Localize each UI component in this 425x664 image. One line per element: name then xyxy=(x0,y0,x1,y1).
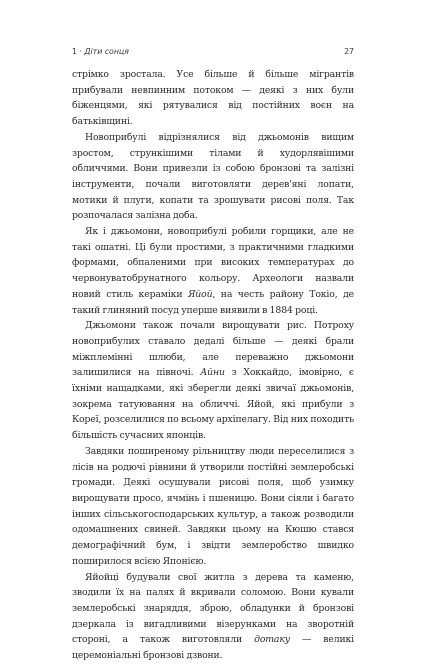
paragraph-6 xyxy=(72,570,354,664)
paragraph-5 xyxy=(72,444,354,570)
chapter-separator: · xyxy=(79,47,82,56)
text-run: Як і джьомони, новоприбулі робили горщики, але не такі ошатні. Ці були простими, з практичними гладкими формами, обпаленими при високих температурах до червонуватобрунатного кольору. Археологи назвали новий стиль кераміки xyxy=(72,226,354,300)
text-run: Джьомони також почали вирощувати рис. Потроху новоприбулих ставало дедалі більше — деякі брали міжплемінні шлюби, але переважно джьомони залишилися на півночі. xyxy=(72,320,354,379)
text-run: Новоприбулі відрізнялися від джьомонів вищим зростом, стрункішими тілами й худорлявішими обличчями. Вони привезли із собою бронзові та залізні інструменти, почали виготовляти дерев'яні лопати, мотики й плуги, копати та зрошувати рисові поля. Так розпочалася залізна доба. xyxy=(72,131,354,222)
paragraph-4 xyxy=(72,318,354,444)
text-run: стрімко зростала. Усе більше й більше мігрантів прибували невпинним потоком — деякі з них були біженцями, які рятувалися від постійних воєн на батьківщині. xyxy=(72,69,354,128)
body-text xyxy=(72,67,354,664)
paragraph-1 xyxy=(72,67,354,130)
paragraph-3 xyxy=(72,224,354,318)
term-yayoi: Яйой xyxy=(187,288,213,300)
running-head xyxy=(72,46,354,58)
chapter-title: Діти сонця xyxy=(84,47,129,56)
text-run: — великі церемоніальні бронзові дзвони. xyxy=(72,634,354,662)
text-run: Яйойці будували свої житла з дерева та каменю, зводили їх на палях й вкривали соломою. Вони кували землеробські знаряддя, зброю, обладунки й бронзові дзеркала із вигадливими візерунками на зворотній стороні, а також виготовляли xyxy=(72,571,354,646)
term-dotaku: дотаку xyxy=(254,634,290,646)
chapter-label xyxy=(72,46,129,58)
page-number: 27 xyxy=(344,47,354,56)
text-run: , на честь району Токіо, де такий глиняний посуд уперше виявили в 1884 році. xyxy=(72,288,354,316)
text-run: з Хоккайдо, імовірно, є їхніми нащадками, які зберегли деякі звичаї джьомонів, зокрема татуювання на обличчі. Яйой, які прибули з Кореї, розселилися по всьому архіпелагу. Від них походить більшість сучасних японців. xyxy=(72,367,354,442)
paragraph-2 xyxy=(72,130,354,224)
text-run: Завдяки поширеному рільництву люди переселилися з лісів на родючі рівнини й утворили постійні землеробські громади. Деякі осушували рисові поля, щоб узимку вирощувати просо, ячмінь і пшеницю. Вони сіяли і багато інших сільськогосподарських культур, а також розводили одомашнених свиней. Завдяки цьому на Кюшю стався демографічний бум, і звідти землеробство швидко поширилося всією Японією. xyxy=(72,445,354,567)
term-ainu: Айни xyxy=(200,367,225,379)
chapter-number: 1 xyxy=(72,47,77,56)
